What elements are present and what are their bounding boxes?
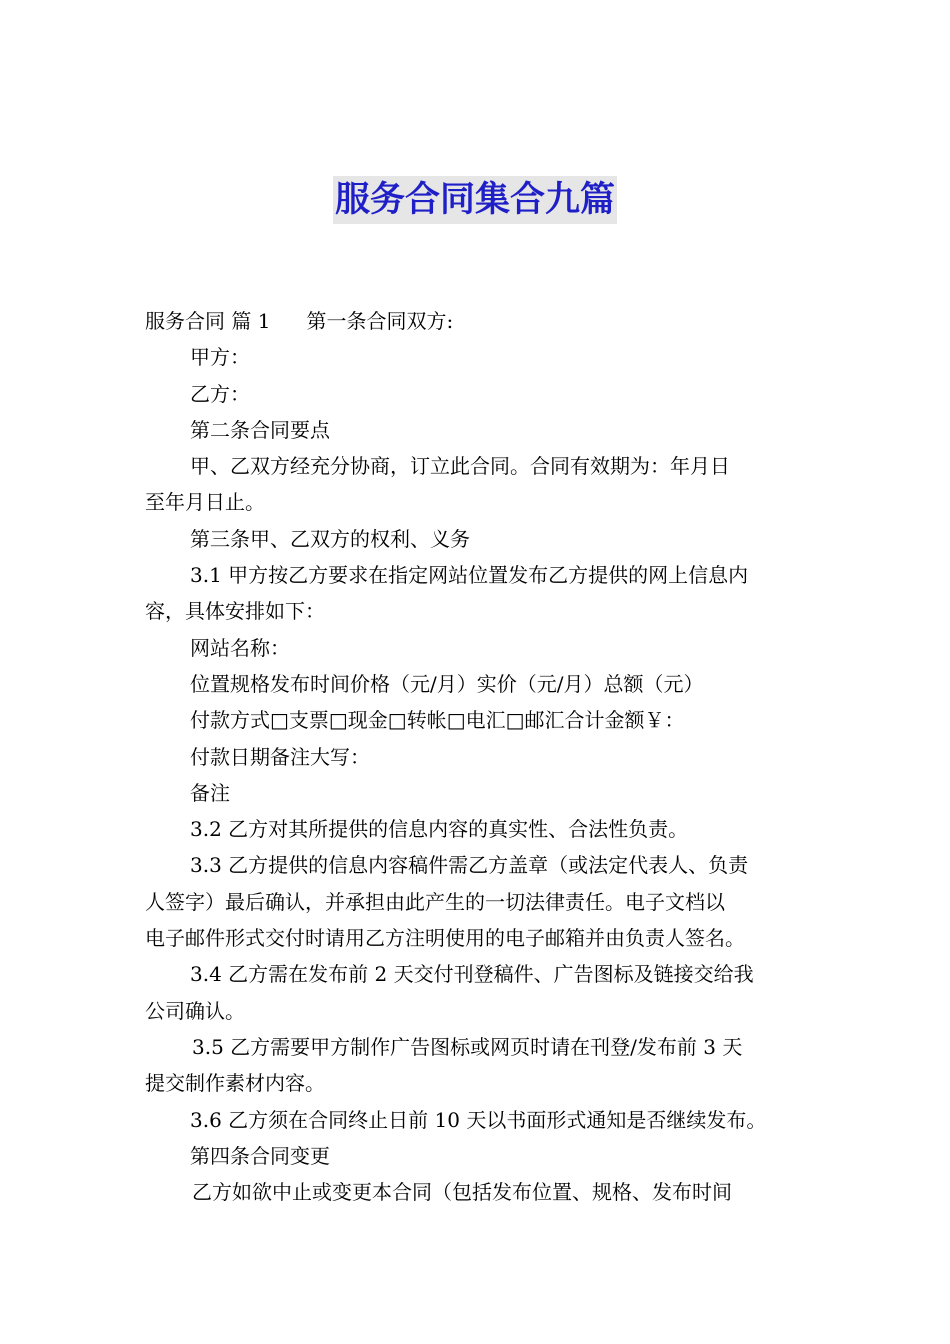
article-heading: 第三条甲、乙双方的权利、义务 <box>190 526 470 551</box>
paragraph-line <box>145 303 807 339</box>
title-container <box>0 176 950 224</box>
paragraph-line: 3.4 乙方需在发布前 2 天交付刊登稿件、广告图标及链接交给我 <box>190 962 754 987</box>
article-heading: 第四条合同变更 <box>190 1143 330 1168</box>
paragraph-line: 3.2 乙方对其所提供的信息内容的真实性、合法性负责。 <box>190 817 689 842</box>
paragraph-line: 付款方式□支票□现金□转帐□电汇□邮汇合计金额￥： <box>190 708 685 733</box>
paragraph-line: 3.1 甲方按乙方要求在指定网站位置发布乙方提供的网上信息内 <box>190 563 749 588</box>
document-body <box>145 303 807 1210</box>
paragraph-line: 电子邮件形式交付时请用乙方注明使用的电子邮箱并由负责人签名。 <box>145 926 745 951</box>
document-title: 服务合同集合九篇 <box>333 176 617 224</box>
paragraph-line: 乙方： <box>190 381 250 406</box>
paragraph-line: 甲方： <box>190 345 250 370</box>
paragraph-line: 网站名称： <box>190 635 290 660</box>
paragraph-line: 位置规格发布时间价格（元/月）实价（元/月）总额（元） <box>190 671 704 696</box>
paragraph-line: 3.6 乙方须在合同终止日前 10 天以书面形式通知是否继续发布。 <box>190 1107 767 1132</box>
paragraph-line: 付款日期备注大写： <box>190 744 370 769</box>
article-heading: 第二条合同要点 <box>190 417 330 442</box>
paragraph-line: 备注 <box>190 780 230 805</box>
paragraph-line: 提交制作素材内容。 <box>145 1071 325 1096</box>
paragraph-line: 至年月日止。 <box>145 490 265 515</box>
section-heading: 服务合同 篇 1 <box>145 309 271 333</box>
article-heading: 第一条合同双方: <box>306 309 454 333</box>
paragraph-line: 人签字）最后确认，并承担由此产生的一切法律责任。电子文档以 <box>145 889 725 914</box>
paragraph-line: 公司确认。 <box>145 998 245 1023</box>
paragraph-line: 甲、乙双方经充分协商，订立此合同。合同有效期为：年月日 <box>190 454 730 479</box>
paragraph-line: 3.3 乙方提供的信息内容稿件需乙方盖章（或法定代表人、负责 <box>190 853 749 878</box>
paragraph-line: 3.5 乙方需要甲方制作广告图标或网页时请在刊登/发布前 3 天 <box>192 1034 743 1059</box>
paragraph-line: 乙方如欲中止或变更本合同（包括发布位置、规格、发布时间 <box>192 1180 732 1205</box>
paragraph-line: 容，具体安排如下： <box>145 599 325 624</box>
